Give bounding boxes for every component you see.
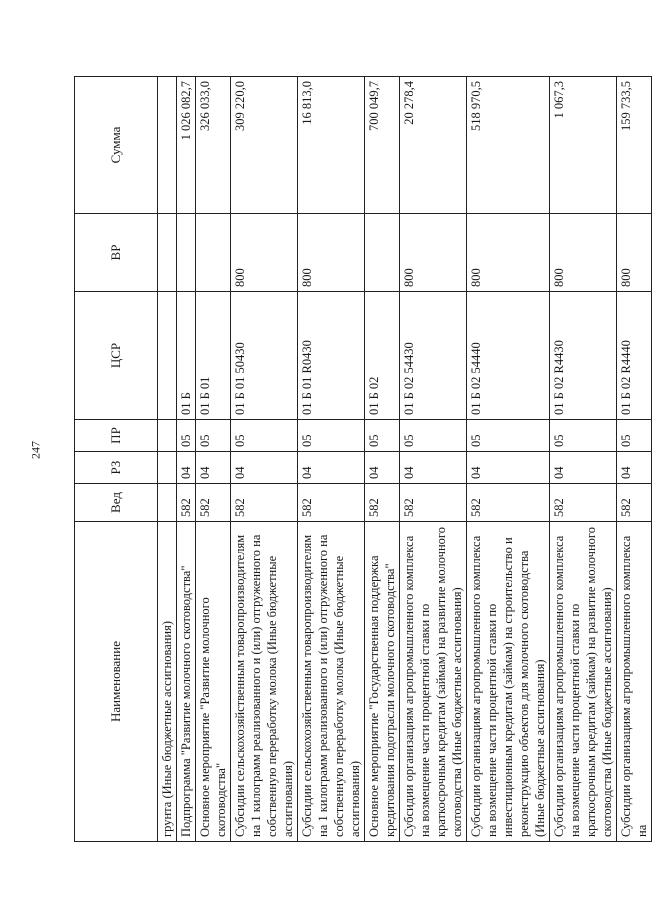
table-row bbox=[365, 77, 400, 842]
cell-ved: 582 bbox=[177, 484, 196, 522]
cell-pr: 05 bbox=[550, 420, 617, 452]
cell-name: Субсидии организациям агропромышленного комплекса на bbox=[617, 522, 652, 842]
cell-sum bbox=[158, 77, 177, 214]
cell-csr: 01 Б 02 54440 bbox=[467, 292, 550, 420]
cell-vr: 800 bbox=[550, 214, 617, 292]
cell-sum: 309 220,0 bbox=[231, 77, 298, 214]
cell-rz: 04 bbox=[298, 452, 365, 484]
cell-vr: 800 bbox=[400, 214, 467, 292]
cell-ved: 582 bbox=[196, 484, 231, 522]
cell-name: Подпрограмма "Развитие молочного скотоводства" bbox=[177, 522, 196, 842]
page-number: 247 bbox=[28, 441, 43, 459]
column-header-sum: Сумма bbox=[75, 77, 158, 214]
cell-name: Субсидии сельскохозяйственным товаропроизводителям на 1 килограмм реализованного и (или) отгруженного на собственную переработку молока (Иные бюджетные ассигнования) bbox=[298, 522, 365, 842]
column-header-ved: Вед bbox=[75, 484, 158, 522]
cell-ved: 582 bbox=[550, 484, 617, 522]
cell-rz: 04 bbox=[467, 452, 550, 484]
cell-pr: 05 bbox=[400, 420, 467, 452]
cell-rz: 04 bbox=[617, 452, 652, 484]
cell-csr: 01 Б 02 R4430 bbox=[550, 292, 617, 420]
cell-sum: 700 049,7 bbox=[365, 77, 400, 214]
table-row bbox=[550, 77, 617, 842]
cell-sum: 159 733,5 bbox=[617, 77, 652, 214]
cell-vr bbox=[196, 214, 231, 292]
cell-pr: 05 bbox=[467, 420, 550, 452]
cell-rz: 04 bbox=[196, 452, 231, 484]
cell-name: Основное мероприятие "Развитие молочного скотоводства" bbox=[196, 522, 231, 842]
cell-pr: 05 bbox=[231, 420, 298, 452]
cell-ved: 582 bbox=[400, 484, 467, 522]
cell-vr bbox=[365, 214, 400, 292]
budget-table bbox=[74, 76, 652, 842]
column-header-rz: РЗ bbox=[75, 452, 158, 484]
table-row bbox=[467, 77, 550, 842]
cell-pr: 05 bbox=[177, 420, 196, 452]
table-row bbox=[177, 77, 196, 842]
table-row bbox=[400, 77, 467, 842]
table-row bbox=[298, 77, 365, 842]
table-row bbox=[231, 77, 298, 842]
cell-rz bbox=[158, 452, 177, 484]
cell-ved: 582 bbox=[231, 484, 298, 522]
cell-sum: 326 033,0 bbox=[196, 77, 231, 214]
cell-sum: 518 970,5 bbox=[467, 77, 550, 214]
cell-vr: 800 bbox=[617, 214, 652, 292]
cell-rz: 04 bbox=[231, 452, 298, 484]
column-header-pr: ПР bbox=[75, 420, 158, 452]
table-header-row bbox=[75, 77, 158, 842]
cell-sum: 20 278,4 bbox=[400, 77, 467, 214]
cell-name: Субсидии организациям агропромышленного комплекса на возмещение части процентной ставки по краткосрочным кредитам (займам) на развитие молочного скотоводства (Иные бюджетные ассигнования) bbox=[550, 522, 617, 842]
cell-name: грунта (Иные бюджетные ассигнования) bbox=[158, 522, 177, 842]
cell-csr bbox=[158, 292, 177, 420]
rotated-page bbox=[74, 77, 649, 842]
cell-ved: 582 bbox=[617, 484, 652, 522]
cell-csr: 01 Б 01 bbox=[196, 292, 231, 420]
cell-csr: 01 Б bbox=[177, 292, 196, 420]
cell-rz: 04 bbox=[400, 452, 467, 484]
cell-csr: 01 Б 01 R0430 bbox=[298, 292, 365, 420]
cell-name: Субсидии организациям агропромышленного комплекса на возмещение части процентной ставки по инвестиционным кредитам (займам) на строительство и реконструкцию объектов для молочного скотоводства (Иные бюджетные ассигнования) bbox=[467, 522, 550, 842]
cell-vr bbox=[177, 214, 196, 292]
cell-sum: 16 813,0 bbox=[298, 77, 365, 214]
cell-csr: 01 Б 01 50430 bbox=[231, 292, 298, 420]
column-header-vr: ВР bbox=[75, 214, 158, 292]
cell-ved: 582 bbox=[365, 484, 400, 522]
cell-rz: 04 bbox=[365, 452, 400, 484]
cell-csr: 01 Б 02 54430 bbox=[400, 292, 467, 420]
cell-vr: 800 bbox=[467, 214, 550, 292]
cell-pr: 05 bbox=[617, 420, 652, 452]
cell-ved bbox=[158, 484, 177, 522]
cell-rz: 04 bbox=[177, 452, 196, 484]
cell-pr bbox=[158, 420, 177, 452]
cell-rz: 04 bbox=[550, 452, 617, 484]
cell-vr bbox=[158, 214, 177, 292]
cell-csr: 01 Б 02 R4440 bbox=[617, 292, 652, 420]
cell-pr: 05 bbox=[365, 420, 400, 452]
cell-ved: 582 bbox=[298, 484, 365, 522]
column-header-name: Наименование bbox=[75, 522, 158, 842]
cell-ved: 582 bbox=[467, 484, 550, 522]
table-row bbox=[617, 77, 652, 842]
cell-pr: 05 bbox=[298, 420, 365, 452]
cell-pr: 05 bbox=[196, 420, 231, 452]
cell-name: Субсидии сельскохозяйственным товаропроизводителям на 1 килограмм реализованного и (или) отгруженного на собственную переработку молока (Иные бюджетные ассигнования) bbox=[231, 522, 298, 842]
cell-name: Субсидии организациям агропромышленного комплекса на возмещение части процентной ставки по краткосрочным кредитам (займам) на развитие молочного скотоводства (Иные бюджетные ассигнования) bbox=[400, 522, 467, 842]
cell-name: Основное мероприятие "Государственная поддержка кредитования подотрасли молочного скотоводства" bbox=[365, 522, 400, 842]
cell-csr: 01 Б 02 bbox=[365, 292, 400, 420]
column-header-csr: ЦСР bbox=[75, 292, 158, 420]
cell-sum: 1 026 082,7 bbox=[177, 77, 196, 214]
table-row bbox=[158, 77, 177, 842]
cell-vr: 800 bbox=[231, 214, 298, 292]
cell-sum: 1 067,3 bbox=[550, 77, 617, 214]
table-row bbox=[196, 77, 231, 842]
cell-vr: 800 bbox=[298, 214, 365, 292]
